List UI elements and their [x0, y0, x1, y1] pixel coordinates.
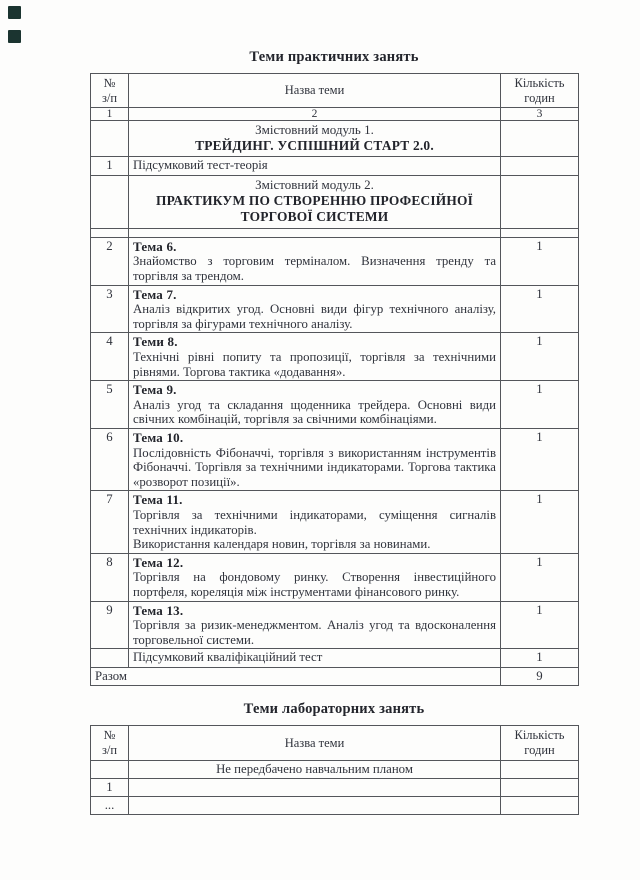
topic-content	[129, 285, 501, 333]
topic-hours: 1	[501, 285, 579, 333]
practical-topics-table	[90, 73, 579, 686]
header-hours-line2: годин	[524, 90, 555, 105]
test-theory-row	[91, 157, 579, 176]
module-2-num-cell	[91, 176, 129, 229]
topic-number: 9	[91, 601, 129, 649]
test-theory-name: Підсумковий тест-теорія	[129, 157, 501, 176]
topic-content	[129, 429, 501, 491]
topic-number: 8	[91, 553, 129, 601]
header-num-line1: №	[103, 76, 116, 90]
practical-table-title: Теми практичних занять	[249, 49, 419, 65]
topic-number: 4	[91, 333, 129, 381]
topic-title: Тема 10.	[133, 430, 184, 445]
topic-title: Тема 6.	[133, 238, 177, 254]
colnum-hours: 3	[501, 108, 579, 121]
laboratory-topics-table	[90, 725, 579, 814]
module-2-name-cell	[129, 176, 501, 229]
topic-title: Тема 7.	[133, 286, 177, 302]
lab-row-hours	[501, 796, 579, 814]
module-1-hours-cell	[501, 121, 579, 157]
module-1-subtitle: Змістовний модуль 1.	[255, 122, 374, 138]
topic-title: Тема 13.	[133, 602, 184, 618]
qual-test-name: Підсумковий кваліфікаційний тест	[129, 649, 501, 668]
topic-content	[129, 491, 501, 553]
topic-title: Тема 9.	[133, 382, 177, 398]
topic-row-tema12	[91, 553, 579, 601]
lab-row-hours	[501, 778, 579, 796]
topic-title: Теми 8.	[133, 334, 178, 350]
topic-row-tema9	[91, 381, 579, 429]
total-label: Разом	[91, 668, 501, 686]
header-num-line2: з/п	[101, 90, 118, 105]
module-2-title: ПРАКТИКУМ ПО СТВОРЕННЮ ПРОФЕСІЙНОЇ ТОРГОВОЇ СИСТЕМИ	[155, 192, 474, 225]
spacer-row	[91, 228, 579, 237]
topic-desc: Торгівля за ризик-менеджментом. Аналіз угод та вдосконалення торговельної системи.	[133, 618, 496, 647]
lab-row-num: ...	[91, 796, 129, 814]
header-row	[91, 74, 579, 108]
lab-row-name	[129, 796, 501, 814]
lab-header-num-line2: з/п	[101, 742, 118, 757]
topic-hours: 1	[501, 553, 579, 601]
lab-header-row	[91, 726, 579, 760]
total-hours: 9	[501, 668, 579, 686]
topic-row-tema13	[91, 601, 579, 649]
header-name-cell: Назва теми	[129, 74, 501, 108]
topic-number: 6	[91, 429, 129, 491]
topic-number: 5	[91, 381, 129, 429]
topic-desc: Аналіз відкритих угод. Основні види фігур технічного аналізу, торгівля за фігурами технічного аналізу.	[133, 302, 496, 331]
topic-number: 7	[91, 491, 129, 553]
colnum-name: 2	[129, 108, 501, 121]
topic-number: 2	[91, 237, 129, 285]
header-hours-line1: Кількість	[514, 76, 565, 90]
topic-content	[129, 553, 501, 601]
test-theory-num: 1	[91, 157, 129, 176]
topic-desc: Знайомство з торговим терміналом. Визначення тренду та торгівля за трендом.	[133, 254, 496, 284]
topic-row-tema10	[91, 429, 579, 491]
topic-desc: Технічні рівні попиту та пропозиції, торгівля за технічними рівнями. Торгова тактика «додавання».	[133, 350, 496, 379]
topic-hours: 1	[501, 429, 579, 491]
module-1-name-cell	[129, 121, 501, 157]
module-1-row	[91, 121, 579, 157]
lab-note-hours-cell	[501, 760, 579, 778]
module-1-num-cell	[91, 121, 129, 157]
topic-content	[129, 381, 501, 429]
scanned-page	[90, 49, 578, 815]
module-2-hours-cell	[501, 176, 579, 229]
lab-row-ellipsis	[91, 796, 579, 814]
qualification-test-row	[91, 649, 579, 668]
module-1-title: ТРЕЙДИНГ. УСПІШНИЙ СТАРТ 2.0.	[195, 137, 434, 153]
topic-title: Тема 11.	[133, 492, 183, 508]
topic-desc: Торгівля за технічними індикаторами, суміщення сигналів технічних індикаторів.	[133, 507, 496, 537]
header-hours-cell	[501, 74, 579, 108]
topic-desc: Торгівля на фондовому ринку. Створення інвестиційного портфеля, кореляція між інструментами фінансового ринку.	[133, 570, 496, 599]
lab-note-row	[91, 760, 579, 778]
lab-note-num-cell	[91, 760, 129, 778]
lab-header-hours-line2: годин	[524, 742, 555, 757]
topic-row-tema11	[91, 491, 579, 553]
topic-hours: 1	[501, 381, 579, 429]
lab-row-1	[91, 778, 579, 796]
module-2-row	[91, 176, 579, 229]
scan-artifact-bottom	[8, 30, 21, 43]
topic-hours: 1	[501, 333, 579, 381]
topic-content	[129, 237, 501, 285]
topic-desc-extra: Використання календаря новин, торгівля за новинами.	[133, 537, 431, 552]
test-theory-hours	[501, 157, 579, 176]
colnum-num: 1	[91, 108, 129, 121]
total-row	[91, 668, 579, 686]
lab-header-num-line1: №	[103, 728, 116, 743]
topic-content	[129, 333, 501, 381]
topic-content	[129, 601, 501, 649]
topic-hours: 1	[501, 601, 579, 649]
lab-row-num: 1	[91, 778, 129, 796]
topic-number: 3	[91, 285, 129, 333]
qual-test-num	[91, 649, 129, 668]
topic-desc: Послідовність Фібоначчі, торгівля з використанням інструментів Фібоначчі. Торгівля за технічними індикаторами. Торгова тактика «розворот позиції».	[133, 445, 496, 489]
topic-desc: Аналіз угод та складання щоденника трейдера. Основні види свічних комбінацій, торгівля за свічними комбінаціями.	[133, 397, 496, 427]
module-2-subtitle: Змістовний модуль 2.	[255, 177, 374, 193]
topic-row-tema7	[91, 285, 579, 333]
topic-hours: 1	[501, 237, 579, 285]
laboratory-table-title: Теми лабораторних занять	[243, 701, 425, 718]
topic-hours: 1	[501, 491, 579, 553]
column-number-row	[91, 108, 579, 121]
scan-artifact-top	[8, 6, 21, 19]
topic-row-tema8	[91, 333, 579, 381]
lab-header-hours-cell	[501, 726, 579, 760]
lab-note-text: Не передбачено навчальним планом	[129, 760, 501, 778]
lab-row-name	[129, 778, 501, 796]
qual-test-hours: 1	[501, 649, 579, 668]
topic-title: Тема 12.	[133, 554, 184, 570]
lab-header-name-cell: Назва теми	[129, 726, 501, 760]
topic-row-tema6	[91, 237, 579, 285]
header-num-cell	[91, 74, 129, 108]
lab-header-num-cell	[91, 726, 129, 760]
lab-header-hours-line1: Кількість	[514, 728, 565, 743]
